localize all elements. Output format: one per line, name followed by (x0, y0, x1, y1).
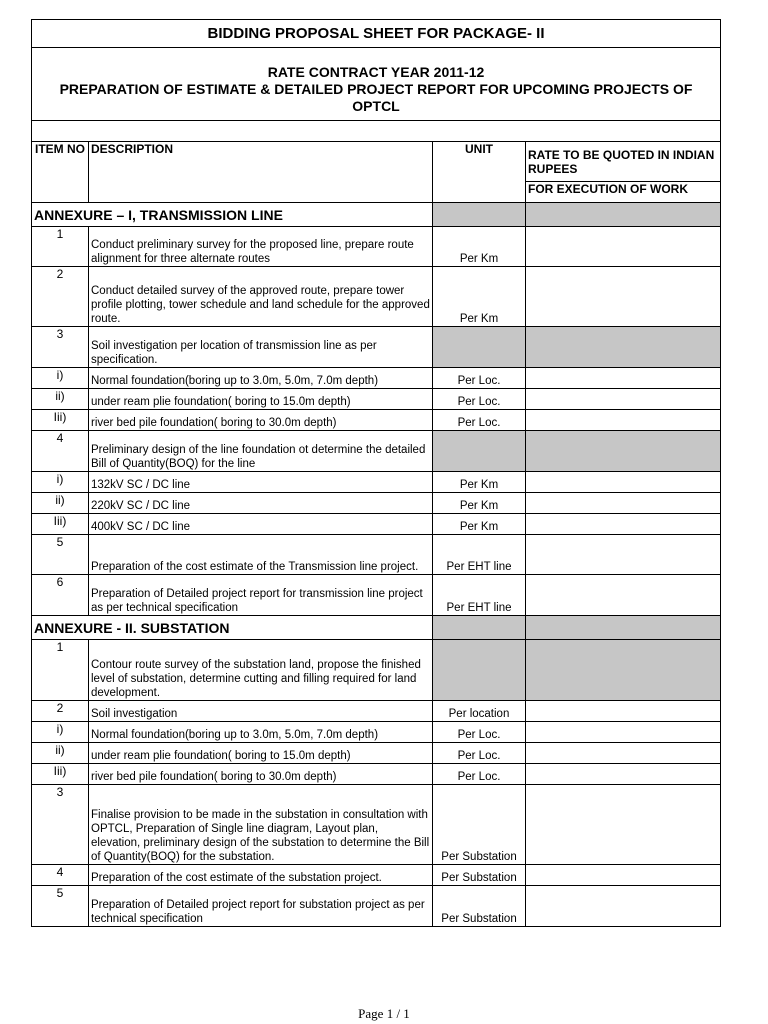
table-row (32, 743, 721, 764)
table-row (32, 493, 721, 514)
unit-cell: Per Loc. (433, 743, 526, 764)
unit-cell: Per Km (433, 267, 526, 327)
description-cell: 220kV SC / DC line (89, 493, 433, 514)
rate-cell[interactable] (526, 764, 721, 785)
unit-cell: Per Loc. (433, 389, 526, 410)
header-execution: FOR EXECUTION OF WORK (526, 182, 721, 203)
unit-cell: Per Km (433, 514, 526, 535)
rate-cell[interactable] (526, 267, 721, 327)
rate-cell[interactable] (526, 743, 721, 764)
unit-cell (433, 431, 526, 472)
table-row (32, 764, 721, 785)
section-rate-cell (526, 616, 721, 640)
rate-cell[interactable] (526, 722, 721, 743)
rate-cell[interactable] (526, 227, 721, 267)
rate-cell[interactable] (526, 410, 721, 431)
description-cell: Normal foundation(boring up to 3.0m, 5.0m, 7.0m depth) (89, 368, 433, 389)
rate-cell[interactable] (526, 785, 721, 865)
description-cell: under ream plie foundation( boring to 15.0m depth) (89, 743, 433, 764)
rate-cell[interactable] (526, 431, 721, 472)
item-no-cell: ii) (32, 493, 89, 514)
section-rate-cell (526, 203, 721, 227)
rate-cell[interactable] (526, 865, 721, 886)
unit-cell: Per EHT line (433, 535, 526, 575)
table-row (32, 535, 721, 575)
rate-contract-year: RATE CONTRACT YEAR 2011-12 (267, 64, 485, 80)
item-no-cell: i) (32, 368, 89, 389)
item-no-cell: Iii) (32, 514, 89, 535)
unit-cell: Per location (433, 701, 526, 722)
table-row (32, 389, 721, 410)
item-no-cell: 5 (32, 886, 89, 927)
table-row (32, 865, 721, 886)
table-row (32, 785, 721, 865)
item-no-cell: 3 (32, 327, 89, 368)
spacer-row (32, 121, 721, 142)
section-title: ANNEXURE – I, TRANSMISSION LINE (32, 203, 433, 227)
page-footer: Page 1 / 1 (358, 1006, 410, 1021)
unit-cell: Per Km (433, 493, 526, 514)
bidding-proposal-table (31, 19, 721, 927)
unit-cell: Per Substation (433, 865, 526, 886)
item-no-cell: Iii) (32, 764, 89, 785)
unit-cell (433, 327, 526, 368)
description-cell: Contour route survey of the substation land, propose the finished level of substation, determine cutting and filling required for land development. (89, 640, 433, 701)
description-cell: Preparation of the cost estimate of the Transmission line project. (89, 535, 433, 575)
rate-cell[interactable] (526, 368, 721, 389)
table-row (32, 410, 721, 431)
item-no-cell: ii) (32, 389, 89, 410)
unit-cell: Per Km (433, 472, 526, 493)
rate-cell[interactable] (526, 389, 721, 410)
item-no-cell: i) (32, 472, 89, 493)
item-no-cell: i) (32, 722, 89, 743)
table-row (32, 722, 721, 743)
description-cell: Preparation of the cost estimate of the substation project. (89, 865, 433, 886)
section-unit-cell (433, 203, 526, 227)
description-cell: under ream plie foundation( boring to 15.0m depth) (89, 389, 433, 410)
description-cell: Normal foundation(boring up to 3.0m, 5.0m, 7.0m depth) (89, 722, 433, 743)
table-row (32, 514, 721, 535)
description-cell: river bed pile foundation( boring to 30.0m depth) (89, 410, 433, 431)
description-cell: Preliminary design of the line foundation ot determine the detailed Bill of Quantity(BOQ) for the line (89, 431, 433, 472)
table-row (32, 640, 721, 701)
section-row (32, 203, 721, 227)
rate-cell[interactable] (526, 701, 721, 722)
table-row (32, 472, 721, 493)
section-unit-cell (433, 616, 526, 640)
description-cell: 132kV SC / DC line (89, 472, 433, 493)
item-no-cell: ii) (32, 743, 89, 764)
unit-cell: Per Loc. (433, 368, 526, 389)
description-cell: Conduct detailed survey of the approved route, prepare tower profile plotting, tower schedule and land schedule for the approved route. (89, 267, 433, 327)
item-no-cell: 2 (32, 701, 89, 722)
unit-cell: Per Loc. (433, 722, 526, 743)
description-cell: 400kV SC / DC line (89, 514, 433, 535)
project-description: PREPARATION OF ESTIMATE & DETAILED PROJECT REPORT FOR UPCOMING PROJECTS OF OPTCL (59, 81, 693, 114)
unit-cell: Per Km (433, 227, 526, 267)
item-no-cell: 3 (32, 785, 89, 865)
table-row (32, 886, 721, 927)
rate-cell[interactable] (526, 535, 721, 575)
rate-cell[interactable] (526, 514, 721, 535)
header-description: DESCRIPTION (89, 142, 433, 203)
section-row (32, 616, 721, 640)
unit-cell: Per Substation (433, 886, 526, 927)
description-cell: Conduct preliminary survey for the proposed line, prepare route alignment for three alternate routes (89, 227, 433, 267)
item-no-cell: 5 (32, 535, 89, 575)
item-no-cell: Iii) (32, 410, 89, 431)
table-row (32, 267, 721, 327)
item-no-cell: 6 (32, 575, 89, 616)
unit-cell: Per EHT line (433, 575, 526, 616)
item-no-cell: 4 (32, 865, 89, 886)
item-no-cell: 2 (32, 267, 89, 327)
unit-cell: Per Substation (433, 785, 526, 865)
description-cell: Preparation of Detailed project report for transmission line project as per technical specification (89, 575, 433, 616)
header-item-no: ITEM NO (32, 142, 89, 203)
item-no-cell: 1 (32, 227, 89, 267)
unit-cell: Per Loc. (433, 410, 526, 431)
sheet-subtitle (32, 48, 721, 121)
table-row (32, 368, 721, 389)
table-row (32, 701, 721, 722)
unit-cell: Per Loc. (433, 764, 526, 785)
description-cell: Finalise provision to be made in the substation in consultation with OPTCL, Preparation of Single line diagram, Layout plan, elevation, preliminary design of the substation to determine the Bill of Quantity(BOQ) for the substation. (89, 785, 433, 865)
description-cell: Soil investigation per location of transmission line as per specification. (89, 327, 433, 368)
table-row (32, 227, 721, 267)
description-cell: Soil investigation (89, 701, 433, 722)
header-unit: UNIT (433, 142, 526, 203)
rate-cell[interactable] (526, 472, 721, 493)
section-title: ANNEXURE - II. SUBSTATION (32, 616, 433, 640)
header-rate: RATE TO BE QUOTED IN INDIAN RUPEES (526, 142, 721, 182)
rate-cell[interactable] (526, 575, 721, 616)
unit-cell (433, 640, 526, 701)
item-no-cell: 1 (32, 640, 89, 701)
rate-cell[interactable] (526, 886, 721, 927)
item-no-cell: 4 (32, 431, 89, 472)
table-row (32, 327, 721, 368)
table-row (32, 575, 721, 616)
table-row (32, 431, 721, 472)
sheet-title: BIDDING PROPOSAL SHEET FOR PACKAGE- II (32, 20, 721, 48)
rate-cell[interactable] (526, 493, 721, 514)
rate-cell[interactable] (526, 640, 721, 701)
description-cell: river bed pile foundation( boring to 30.0m depth) (89, 764, 433, 785)
rate-cell[interactable] (526, 327, 721, 368)
description-cell: Preparation of Detailed project report for substation project as per technical specification (89, 886, 433, 927)
